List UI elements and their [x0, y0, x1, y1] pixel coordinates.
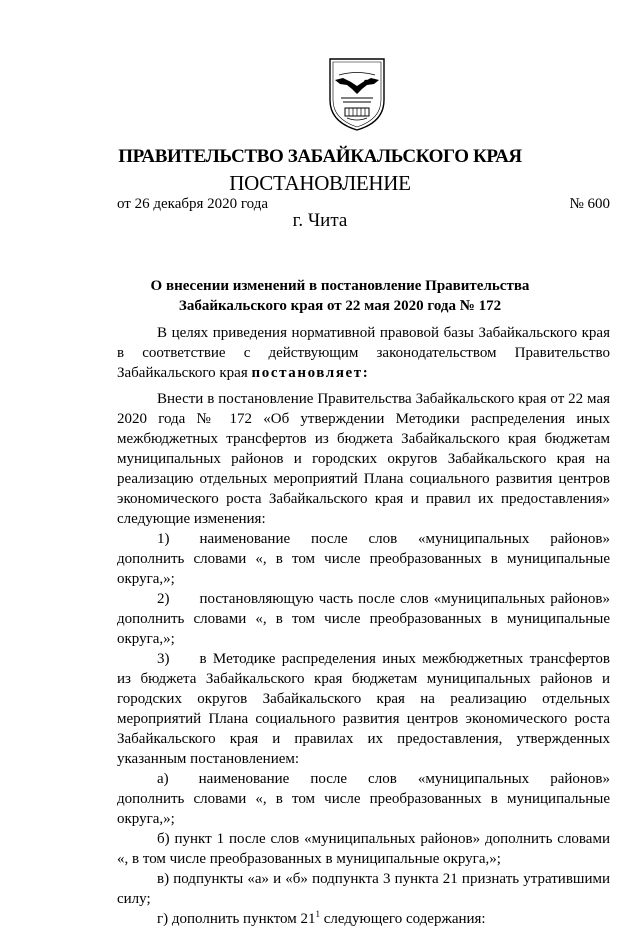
- superscript: 1: [315, 909, 321, 919]
- list-item: 2) постановляющую часть после слов «муниципальных районов» дополнить словами «, в том числе преобразованных в муниципальные округа,»;: [117, 591, 610, 647]
- list-item: г) дополнить пунктом $21^1$ следующего содержания:: [157, 909, 486, 927]
- title-line: Забайкальского края от 22 мая 2020 года № 172: [178, 298, 502, 314]
- document-number: № 600: [569, 196, 610, 212]
- list-item: в) подпункты «а» и «б» подпункта 3 пункта 21 признать утратившими силу;: [117, 871, 610, 907]
- main-content: [117, 389, 610, 929]
- document-title: [110, 276, 570, 316]
- title-line: О внесении изменений в постановление Правительства: [150, 278, 530, 294]
- list-item: 1) наименование после слов «муниципальных районов» дополнить словами «, в том числе преобразованных в муниципальные округа,»;: [117, 531, 610, 587]
- document-city: г. Чита: [292, 210, 348, 231]
- intro-text: В целях приведения нормативной правовой базы Забайкальского края в соответствие с действующим законодательством Правительство Забайкальского края: [117, 325, 610, 381]
- document-date: от 26 декабря 2020 года: [117, 196, 269, 212]
- government-name: ПРАВИТЕЛЬСТВО ЗАБАЙКАЛЬСКОГО КРАЯ: [118, 146, 522, 167]
- list-item: б) пункт 1 после слов «муниципальных районов» дополнить словами «, в том числе преобразованных в муниципальные округа,»;: [117, 831, 610, 867]
- document-type: ПОСТАНОВЛЕНИЕ: [229, 171, 411, 195]
- intro-paragraph: [117, 323, 610, 383]
- list-item: а) наименование после слов «муниципальных районов» дополнить словами «, в том числе преобразованных в муниципальные округа,»;: [117, 771, 610, 827]
- coat-of-arms-icon: [327, 56, 387, 132]
- main-paragraph: Внести в постановление Правительства Забайкальского края от 22 мая 2020 года № 172 «Об утверждении Методики распределения иных межбюджетных трансфертов из бюджета Забайкальского края бюджетам муниципальных районов и городских округов Забайкальского края на реализацию отдельных мероприятий Плана социального развития центров экономического роста Забайкальского края и правил их предоставления» следующие изменения:: [117, 391, 610, 527]
- list-item: 3) в Методике распределения иных межбюджетных трансфертов из бюджета Забайкальского края бюджетам муниципальных районов и городских округов Забайкальского края на реализацию отдельных мероприятий Плана социального развития центров экономического роста Забайкальского края и правилах их предоставления, утвержденных указанным постановлением:: [117, 651, 610, 767]
- intro-emphasis: постановляет:: [251, 365, 370, 381]
